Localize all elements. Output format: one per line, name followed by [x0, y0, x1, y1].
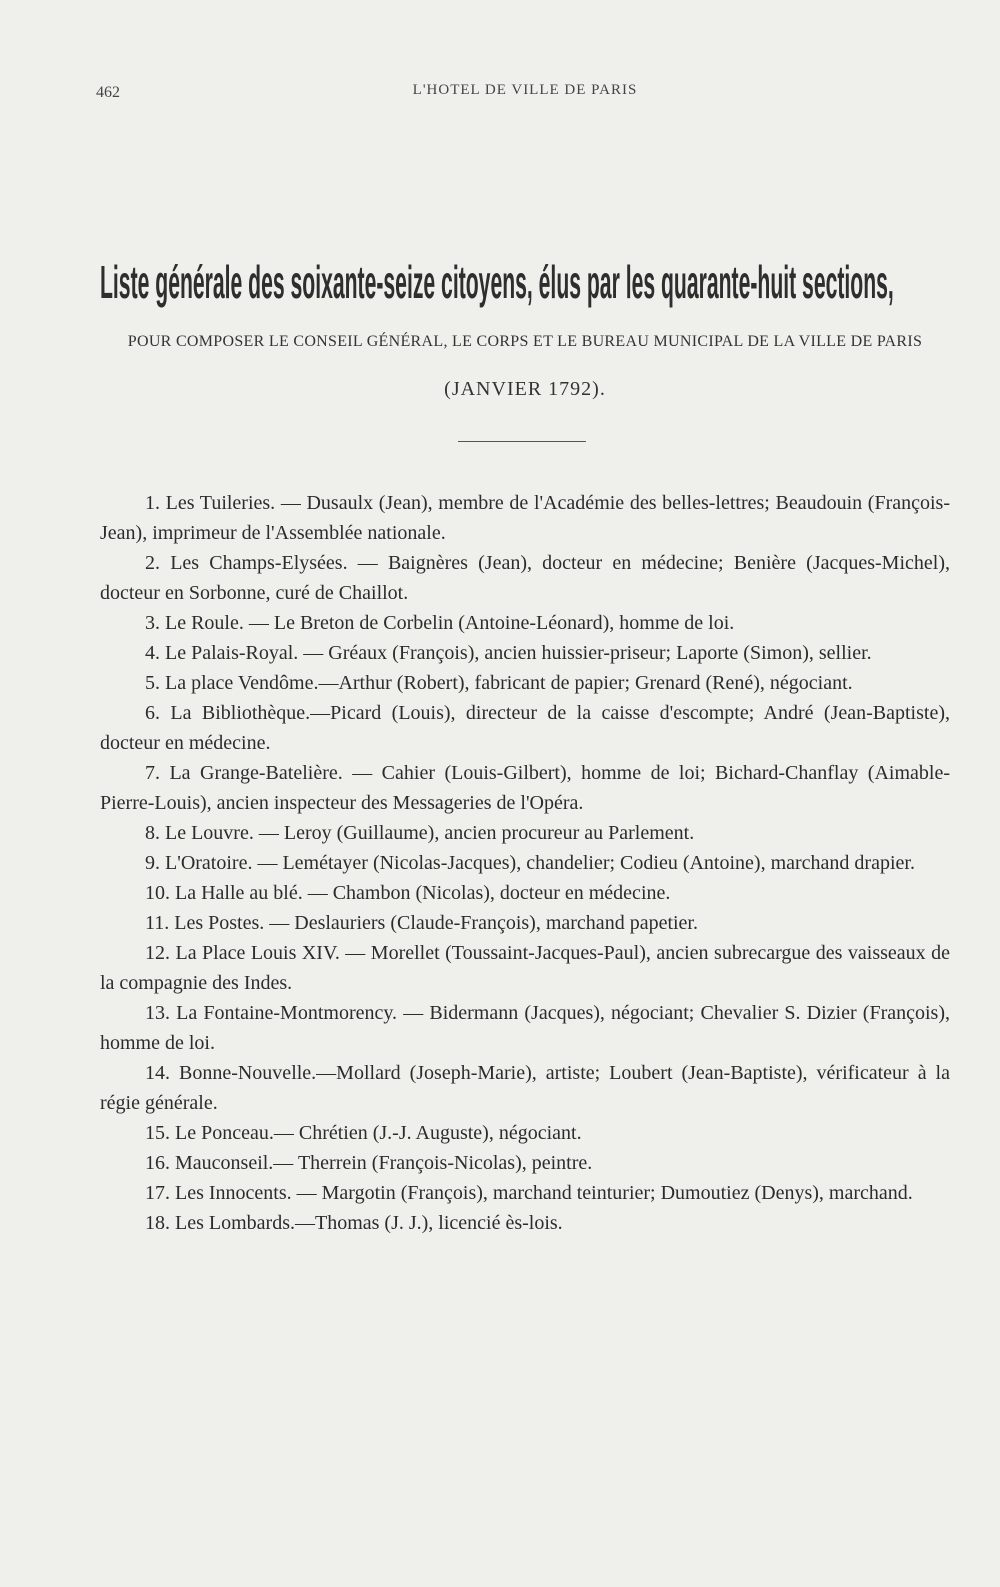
list-item: 14. Bonne-Nouvelle.—Mollard (Joseph-Marie), artiste; Loubert (Jean-Baptiste), vérificateur à la régie générale.	[100, 1062, 950, 1114]
list-item: 13. La Fontaine-Montmorency. — Bidermann (Jacques), négociant; Chevalier S. Dizier (François), homme de loi.	[100, 1002, 950, 1054]
page-number: 462	[96, 84, 120, 101]
list-item: 16. Mauconseil.— Therrein (François-Nicolas), peintre.	[145, 1152, 593, 1174]
list-item: 15. Le Ponceau.— Chrétien (J.-J. Auguste), négociant.	[145, 1122, 582, 1144]
date-line: (JANVIER 1792).	[444, 378, 606, 400]
entries-list	[100, 488, 950, 1238]
list-item: 9. L'Oratoire. — Lemétayer (Nicolas-Jacques), chandelier; Codieu (Antoine), marchand drapier.	[145, 852, 915, 874]
document-title: Liste générale des soixante-seize citoyens, élus par les quarante-huit sections,	[100, 256, 894, 308]
list-item: 12. La Place Louis XIV. — Morellet (Toussaint-Jacques-Paul), ancien subrecargue des vaisseaux de la compagnie des Indes.	[100, 942, 950, 994]
document-subtitle: POUR COMPOSER LE CONSEIL GÉNÉRAL, LE CORPS ET LE BUREAU MUNICIPAL DE LA VILLE DE PARIS	[127, 333, 923, 350]
list-item: 1. Les Tuileries. — Dusaulx (Jean), membre de l'Académie des belles-lettres; Beaudouin (François-Jean), imprimeur de l'Assemblée nationale.	[100, 492, 950, 544]
list-item: 5. La place Vendôme.—Arthur (Robert), fabricant de papier; Grenard (René), négociant.	[145, 672, 853, 694]
list-item: 7. La Grange-Batelière. — Cahier (Louis-Gilbert), homme de loi; Bichard-Chanflay (Aimable-Pierre-Louis), ancien inspecteur des Messageries de l'Opéra.	[100, 762, 950, 814]
list-item: 11. Les Postes. — Deslauriers (Claude-François), marchand papetier.	[145, 912, 698, 934]
list-item: 6. La Bibliothèque.—Picard (Louis), directeur de la caisse d'escompte; André (Jean-Baptiste), docteur en médecine.	[100, 702, 950, 754]
list-item: 2. Les Champs-Elysées. — Baignères (Jean), docteur en médecine; Benière (Jacques-Michel), docteur en Sorbonne, curé de Chaillot.	[100, 552, 950, 604]
separator-rule	[458, 441, 586, 442]
running-head: L'HOTEL DE VILLE DE PARIS	[412, 82, 638, 98]
list-item: 4. Le Palais-Royal. — Gréaux (François), ancien huissier-priseur; Laporte (Simon), sellier.	[145, 642, 872, 664]
list-item: 17. Les Innocents. — Margotin (François), marchand teinturier; Dumoutiez (Denys), marchand.	[145, 1182, 913, 1204]
list-item: 3. Le Roule. — Le Breton de Corbelin (Antoine-Léonard), homme de loi.	[145, 612, 735, 634]
list-item: 18. Les Lombards.—Thomas (J. J.), licencié ès-lois.	[145, 1212, 563, 1234]
list-item: 8. Le Louvre. — Leroy (Guillaume), ancien procureur au Parlement.	[145, 822, 695, 844]
list-item: 10. La Halle au blé. — Chambon (Nicolas), docteur en médecine.	[145, 882, 671, 904]
